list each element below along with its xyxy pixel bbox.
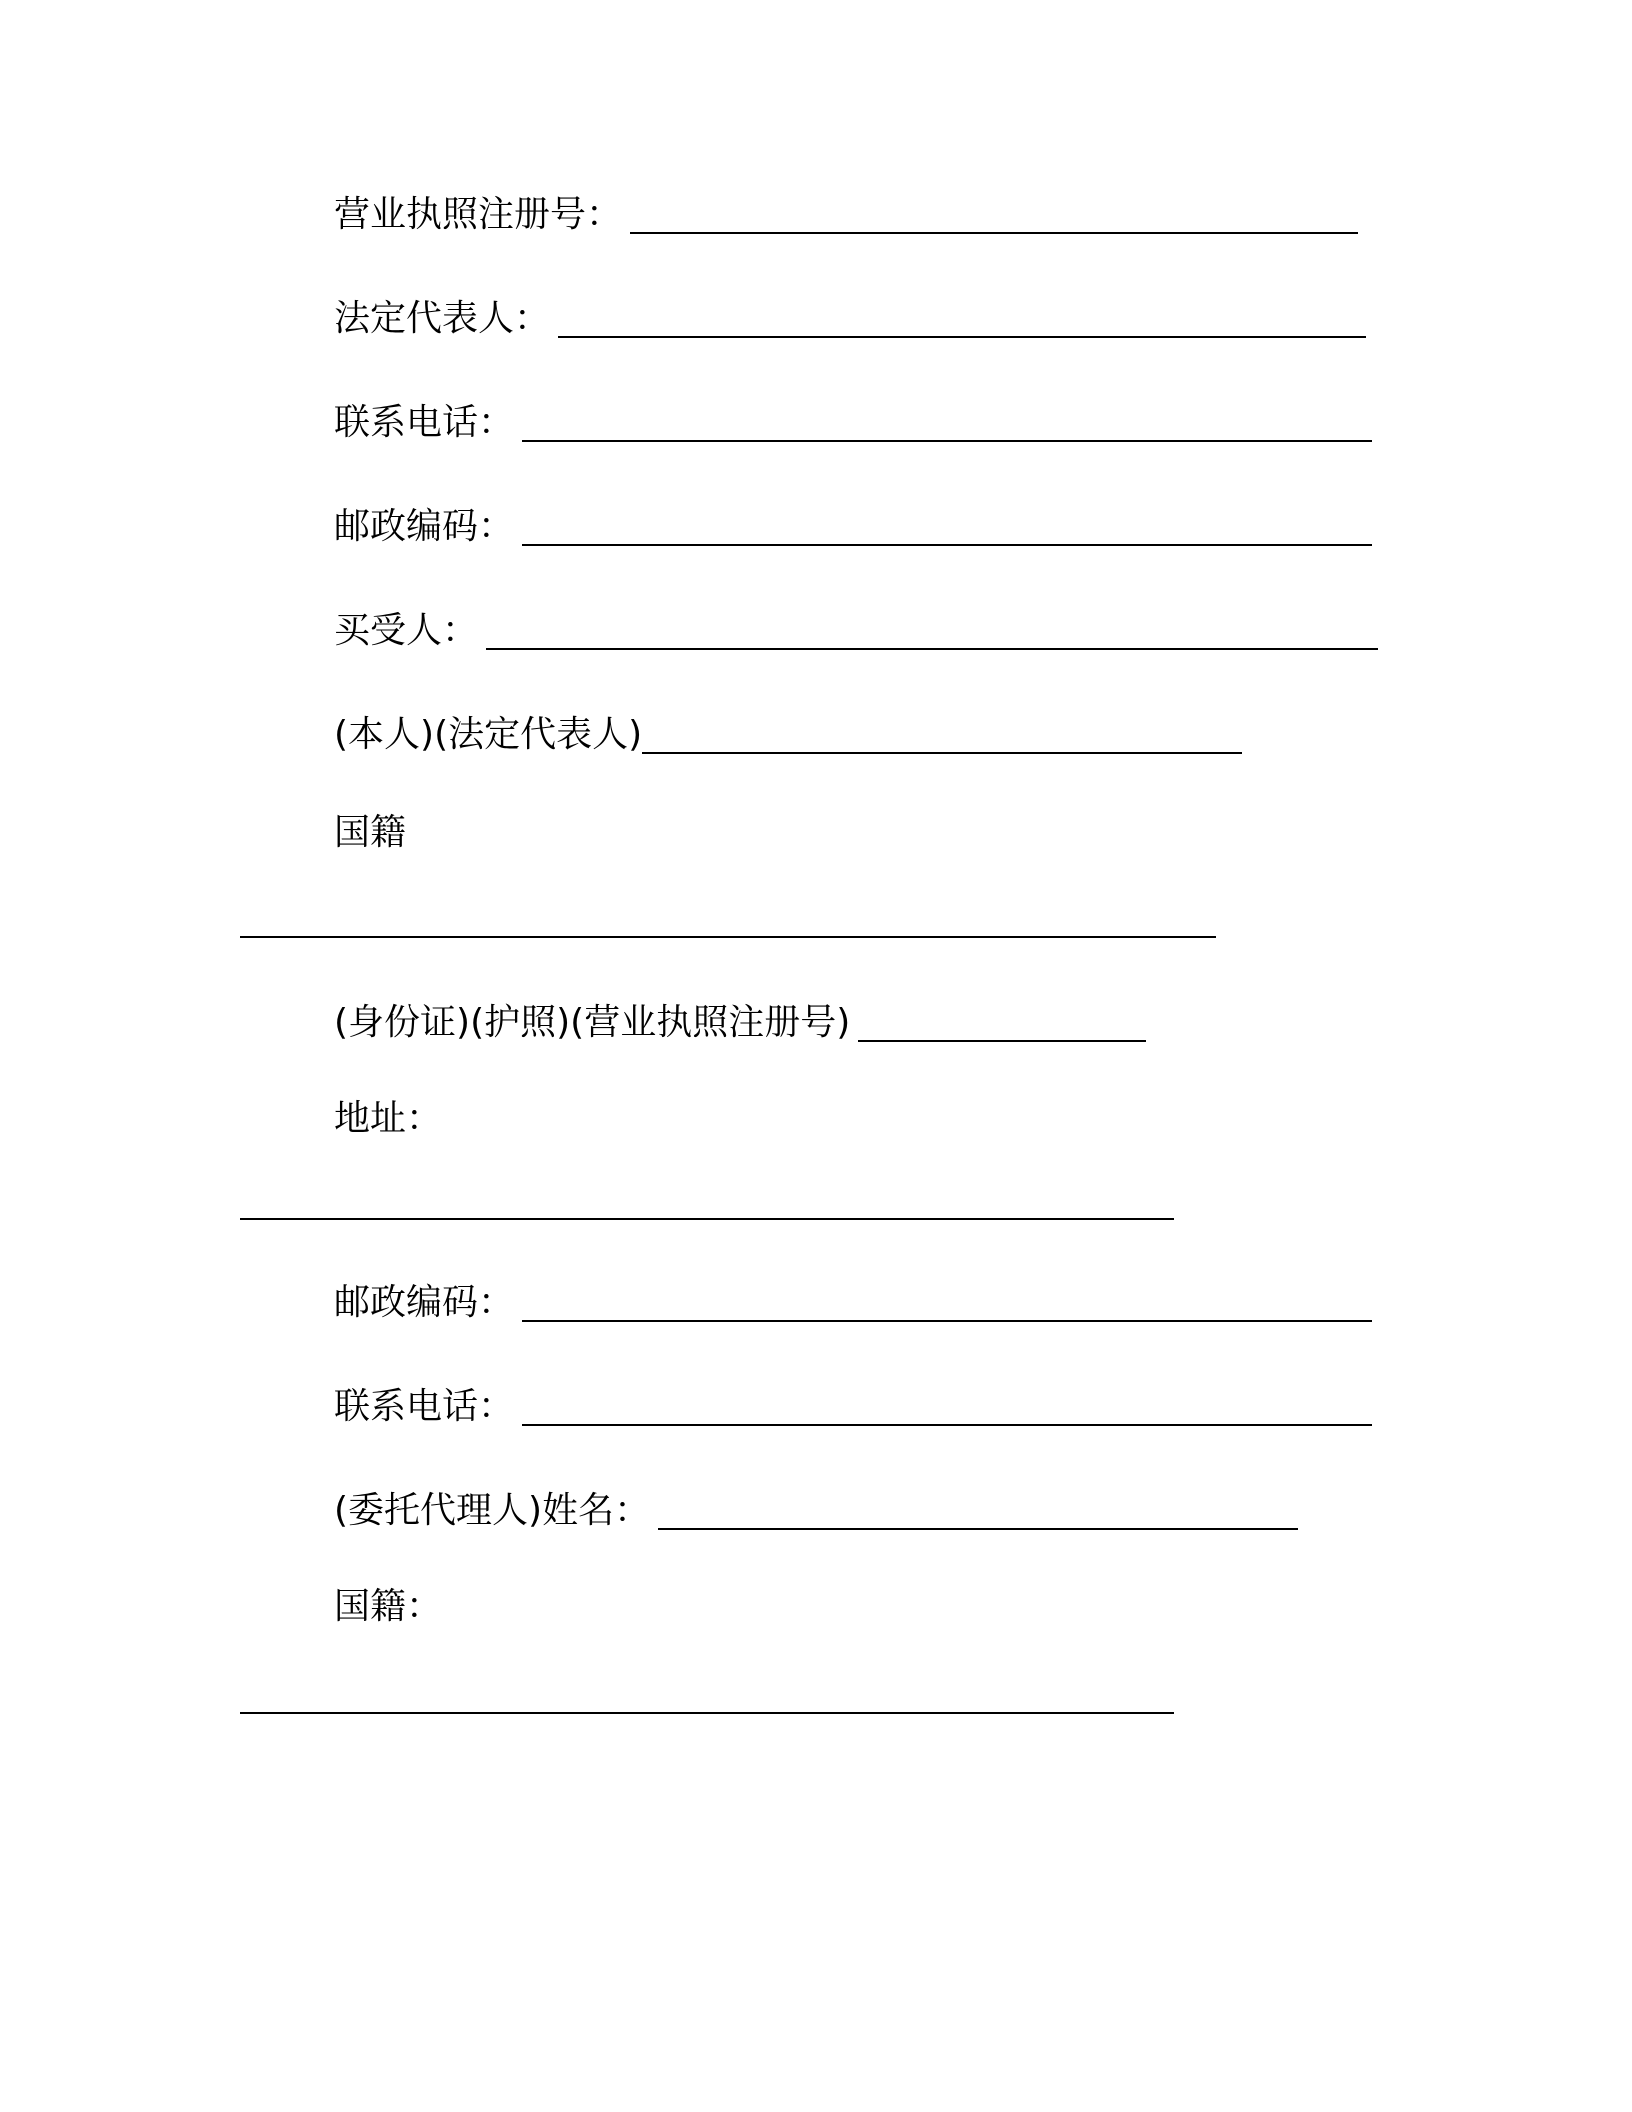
field-self-or-legal-rep	[334, 716, 1242, 766]
field-legal-representative	[334, 300, 1366, 350]
field-label: 地址：	[334, 1098, 443, 1139]
fill-in-line[interactable]	[658, 1528, 1298, 1530]
fill-in-line[interactable]	[630, 232, 1358, 234]
field-label: 联系电话：	[334, 1386, 515, 1427]
field-nationality	[334, 814, 406, 864]
field-postal-code	[334, 508, 1372, 558]
fill-in-line[interactable]	[522, 1424, 1372, 1426]
field-agent-nationality	[334, 1588, 442, 1638]
field-buyer	[334, 612, 1378, 662]
fill-in-line[interactable]	[558, 336, 1366, 338]
field-label: (委托代理人)姓名：	[334, 1490, 651, 1531]
field-label: 国籍	[334, 812, 407, 853]
field-label: (本人)(法定代表人)	[334, 714, 643, 755]
field-id-passport-license	[334, 1004, 1146, 1054]
field-label: 邮政编码：	[334, 506, 515, 547]
fill-in-line[interactable]	[486, 648, 1378, 650]
fill-in-line[interactable]	[240, 936, 1216, 938]
field-label: 国籍：	[334, 1586, 443, 1627]
field-label: 联系电话：	[334, 402, 515, 443]
field-postal-code-2	[334, 1284, 1372, 1334]
field-label: 邮政编码：	[334, 1282, 515, 1323]
fill-in-line[interactable]	[240, 1712, 1174, 1714]
fill-in-line[interactable]	[522, 440, 1372, 442]
field-label: 法定代表人：	[334, 298, 551, 339]
field-address	[334, 1100, 442, 1150]
fill-in-line[interactable]	[240, 1218, 1174, 1220]
field-phone	[334, 404, 1372, 454]
fill-in-line[interactable]	[642, 752, 1242, 754]
fill-in-line[interactable]	[858, 1040, 1146, 1042]
field-business-license-no	[334, 196, 1358, 246]
field-agent-name	[334, 1492, 1298, 1542]
field-label: (身份证)(护照)(营业执照注册号)	[334, 1002, 851, 1043]
field-label: 买受人：	[334, 610, 479, 651]
field-phone-2	[334, 1388, 1372, 1438]
field-label: 营业执照注册号：	[334, 194, 623, 235]
fill-in-line[interactable]	[522, 1320, 1372, 1322]
fill-in-line[interactable]	[522, 544, 1372, 546]
